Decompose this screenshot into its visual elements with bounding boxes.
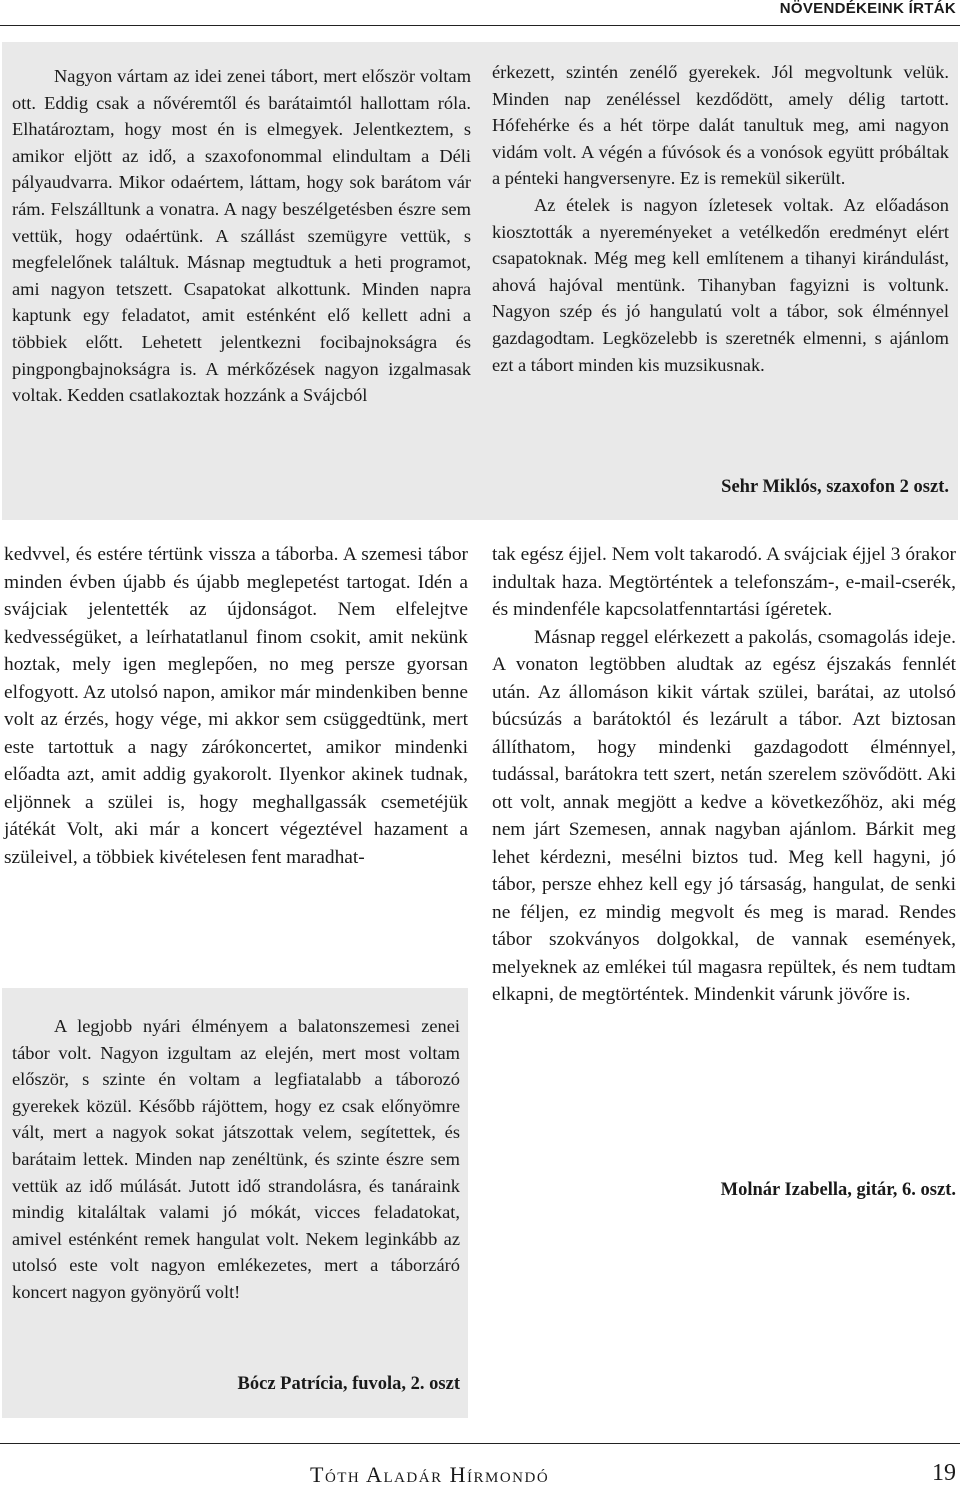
article1-right-paragraph-1: érkezett, szintén zenélő gyerekek. Jól megvoltunk velük. Minden nap zenéléssel kezdődött, amely délig tartott. Hófehérke és a hét törpe dalát tanultuk meg, ami nagyon vidám volt. A végén a fúvósok és a vonósok együtt próbáltak a pénteki hangversenyre. Ez is remekül sikerült. — [492, 62, 949, 189]
article2-right-column — [492, 541, 956, 1009]
article1-left-text: Nagyon vártam az idei zenei tábort, mert először voltam ott. Eddig csak a nővéremtől és barátaimtól hallottam róla. Elhatároztam, hogy most én is elmegyek. Jelentkeztem, s amikor eljött az idő, a szaxofonommal elindultam a Déli pályaudvarra. Mikor odaértem, láttam, hogy sok barátom vár rám. Felszálltunk a vonatra. A nagy beszélgetésben észre sem vettük, hogy odaértünk. A szállást szemügyre vettük, s megfelelőnek találtuk. Másnap megtudtuk a heti programot, ami nagyon tetszett. Csapatokat alkottunk. Minden napra kaptunk egy feladatot, amit esténként elő kellett adni a többiek előtt. Lehetett jelentkezni focibajnokságra és pingpongbajnokságra is. A mérkőzések nagyon izgalmasak voltak. Kedden csatlakoztak hozzánk a Svájcból — [12, 66, 471, 406]
article2-signature: Molnár Izabella, gitár, 6. oszt. — [720, 1180, 956, 1200]
footer-rule — [0, 1443, 960, 1444]
article1-right-column — [492, 59, 949, 378]
section-label: NÖVENDÉKEINK ÍRTÁK — [779, 0, 956, 17]
publication-title: Tóth Aladár Hírmondó — [310, 1462, 550, 1487]
article2-left-column — [4, 541, 468, 871]
article1-right-paragraph-2: Az ételek is nagyon ízletesek voltak. Az előadáson kiosztották a nyereményeket a vetélkedőn eredményt elért csapatoknak. Még meg kell említenem a tihanyi kirándulást, ahová hajóval mentünk. Tihanyban fagyizni is voltunk. Nagyon szép és jó hangulatú volt a tábor, sok élménnyel gazdagodtam. Legközelebb is szeretnék elmenni, s ajánlom ezt a tábort minden kis muzsikusnak. — [492, 194, 949, 375]
article1-left-column — [12, 63, 471, 409]
article3-text: A legjobb nyári élményem a balatonszemesi zenei tábor volt. Nagyon izgultam az elején, mert most voltam először, s szinte én voltam a legfiatalabb a táborozó gyerekek közül. Később rájöttem, hogy ez csak előnyömre vált, mert a nagyok sokat játszottak velem, segítettek, és barátaim lettek. Minden nap zenéltünk, és szinte észre sem vettük az idő múlását. Jutott idő strandolásra, és tanáraink mindig kitaláltak valami jó mókát, vicces feladatokat, amivel esténként remek hangulat volt. Nekem leginkább az utolsó este volt nagyon emlékezetes, mert a táborzáró koncert nagyon gyönyörű volt! — [12, 1016, 460, 1302]
page-number: 19 — [932, 1460, 956, 1486]
article1-signature: Sehr Miklós, szaxofon 2 oszt. — [721, 477, 949, 497]
header-rule — [0, 25, 960, 26]
article2-left-text: kedvvel, és estére tértünk vissza a táborba. A szemesi tábor minden évben újabb és újabb meglepetést tartogat. Idén a svájciak jelentették az újdonságot. Nem elfelejtve kedvességüket, a leírhatatlanul finom csokit, amit nekünk hoztak, mely igen meglepően, no meg persze gyorsan elfogyott. Az utolsó napon, amikor már mindenkiben benne volt az érzés, hogy vége, mi akkor sem csüggedtünk, mert este tartottuk a nagy zárókoncertet, amikor mindenki előadta azt, amit addig gyakorolt. Ilyenkor akinek tudnak, eljönnek a szülei is, hogy meghallgassák csemetéjük játékát Volt, aki már a koncert végeztével hazament a szüleivel, a többiek kivételesen fent maradhat- — [4, 544, 468, 868]
article3-signature: Bócz Patrícia, fuvola, 2. oszt — [237, 1374, 460, 1394]
article3-column — [12, 1013, 460, 1306]
article2-right-paragraph-1: tak egész éjjel. Nem volt takarodó. A svájciak éjjel 3 órakor indultak haza. Megtörténtek a telefonszám-, e-mail-cserék, és mindenféle kapcsolatfenntartási ígéretek. — [492, 544, 956, 620]
article2-right-paragraph-2: Másnap reggel elérkezett a pakolás, csomagolás ideje. A vonaton legtöbben aludtak az egész éjszakás fennlét után. Az állomáson kikit vártak szülei, barátai, az utolsó búcsúzás a barátoktól és lezárult a tábor. Azt biztosan állíthatom, hogy mindenki gazdagodott élménnyel, tudással, barátokra tett szert, netán szerelem szövődött. Aki ott volt, annak megjött a kedve a következőhöz, aki még nem járt Szemesen, annak nagyban ajánlom. Bárkit meg lehet kérdezni, mesélni biztos tud. Meg kell hagyni, jó tábor, persze ehhez kell egy jó társaság, hangulat, de senki ne féljen, ez mindig megvolt és meg is marad. Rendes tábor szokványos dolgokkal, de vannak események, melyeknek az emlékei túl magasra repültek, és nem tudtam elkapni, de megtörténtek. Mindenkit várunk jövőre is. — [492, 626, 956, 1005]
